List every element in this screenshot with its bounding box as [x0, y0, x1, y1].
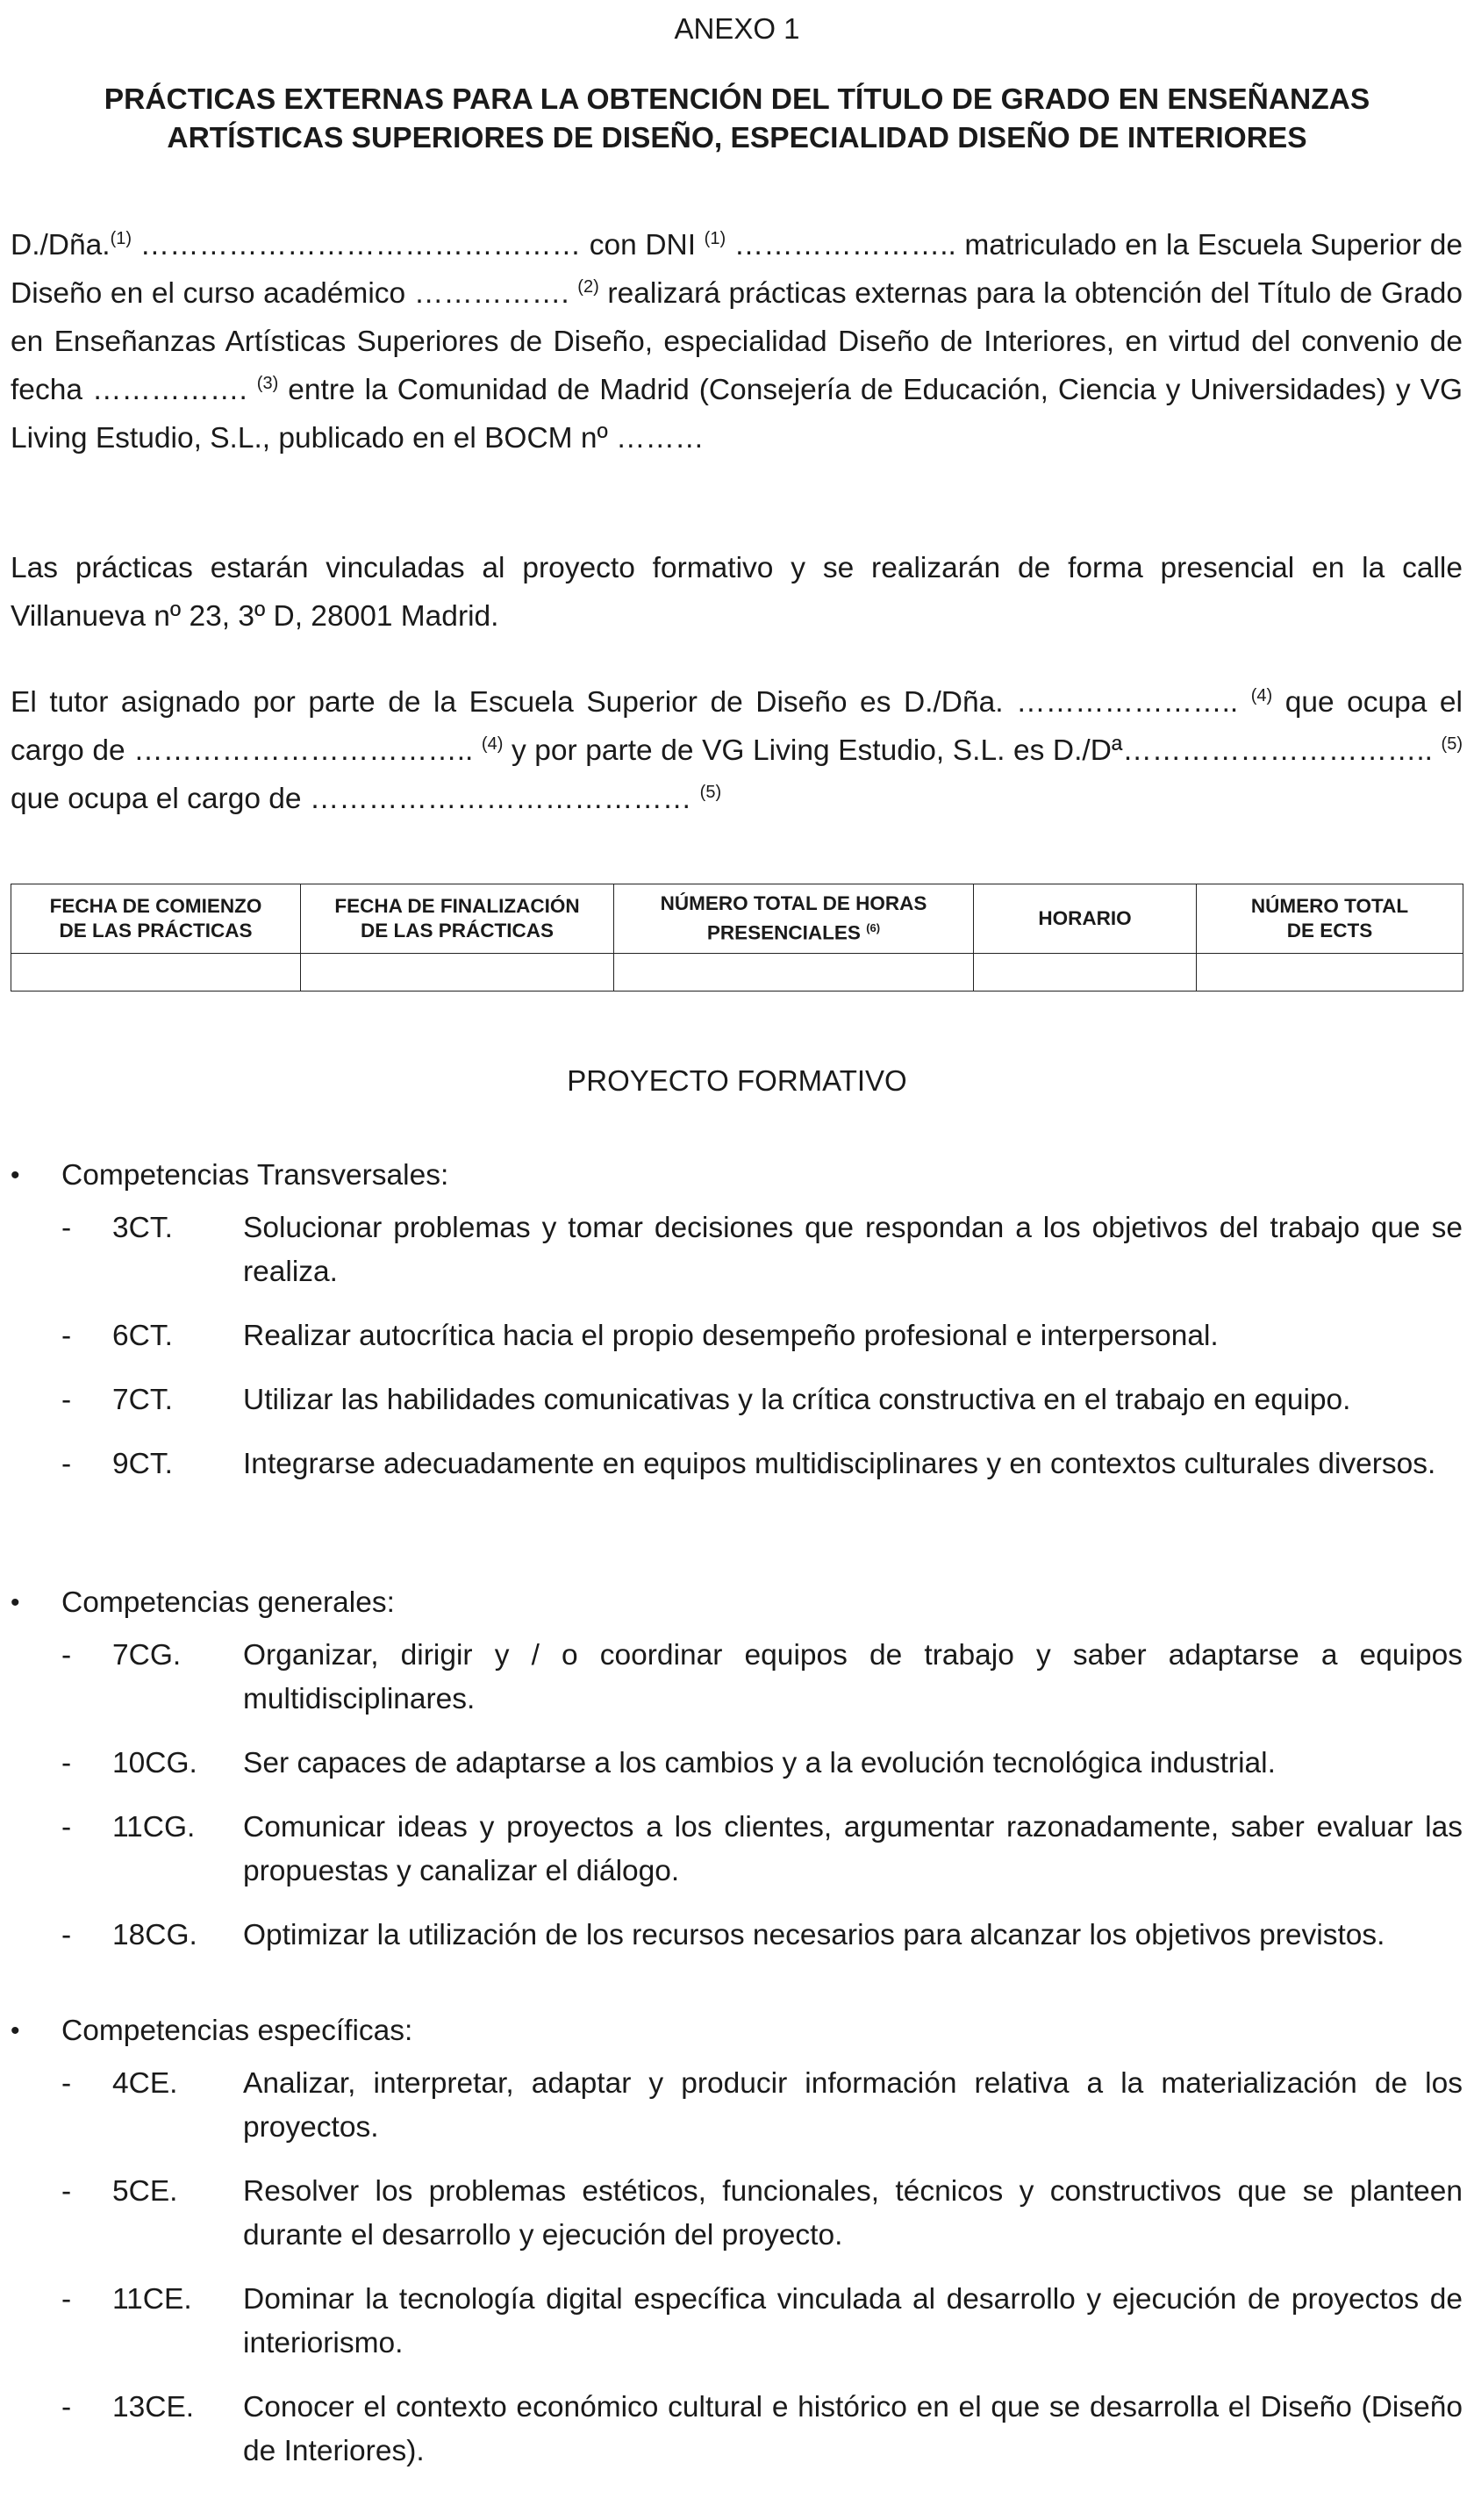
competency-text: Comunicar ideas y proyectos a los clientes, argumentar razonadamente, saber evaluar las propuestas y canalizar el diálogo. [243, 1811, 1463, 1887]
group-heading [11, 2009, 1463, 2053]
list-item [11, 1314, 1463, 1358]
header-total-hours [614, 884, 974, 954]
competency-text: Utilizar las habilidades comunicativas y la crítica constructiva en el trabajo en equipo. [243, 1384, 1351, 1416]
list-item [11, 1443, 1463, 1486]
list-item [11, 2278, 1463, 2366]
competency-code: 11CG. [112, 1811, 196, 1843]
intro-text-4: realizará prácticas externas para la obtención del Título de Grado en Enseñanzas Artísticas Superiores de Diseño, especialidad Diseño de Interiores, en virtud del convenio de fecha ……………. [11, 277, 1463, 406]
competency-code: 6CT. [112, 1320, 173, 1352]
competency-text: Integrarse adecuadamente en equipos multidisciplinares y en contextos culturales diversos. [243, 1448, 1436, 1480]
competency-text: Organizar, dirigir y / o coordinar equipos de trabajo y saber adaptarse a equipos multidisciplinares. [243, 1639, 1463, 1715]
competency-code: 4CE. [112, 2067, 178, 2100]
table-header-row [11, 884, 1463, 954]
title-line-1: PRÁCTICAS EXTERNAS PARA LA OBTENCIÓN DEL TÍTULO DE GRADO EN ENSEÑANZAS [104, 83, 1370, 116]
competency-code: 7CG. [112, 1639, 182, 1672]
group-heading [11, 1154, 1463, 1198]
dash-marker: - [61, 2067, 72, 2100]
bullet-icon: • [11, 2016, 20, 2045]
footnote-ref: (1) [110, 228, 132, 248]
dash-marker: - [61, 1384, 72, 1416]
competency-group-generales [11, 1581, 1463, 1978]
group-title: Competencias generales: [61, 1586, 395, 1619]
dash-marker: - [61, 1320, 72, 1352]
intro-text-2: ……………………………………… con DNI [132, 229, 705, 261]
intro-text-1: D./Dña. [11, 229, 111, 261]
group-title: Competencias específicas: [61, 2015, 413, 2047]
competency-text: Optimizar la utilización de los recursos necesarios para alcanzar los objetivos previstos. [243, 1919, 1385, 1951]
schedule-cell[interactable] [974, 954, 1197, 992]
header-start-date [11, 884, 301, 954]
title-line-2: ARTÍSTICAS SUPERIORES DE DISEÑO, ESPECIALIDAD DISEÑO DE INTERIORES [167, 122, 1307, 154]
list-item [11, 1742, 1463, 1786]
header-text: DE LAS PRÁCTICAS [360, 920, 554, 941]
competency-code: 13CE. [112, 2391, 195, 2423]
competency-code: 7CT. [112, 1384, 173, 1416]
list-item [11, 2386, 1463, 2473]
dash-marker: - [61, 1639, 72, 1672]
dash-marker: - [61, 2175, 72, 2208]
tutor-text-1: El tutor asignado por parte de la Escuela Superior de Diseño es D./Dña. ………………….. [11, 686, 1251, 719]
competency-text: Conocer el contexto económico cultural e histórico en el que se desarrolla el Diseño (Diseño de Interiores). [243, 2391, 1463, 2467]
table-row [11, 954, 1463, 992]
competency-code: 9CT. [112, 1448, 173, 1480]
intro-paragraph [11, 221, 1463, 462]
dash-marker: - [61, 1747, 72, 1779]
header-text: FECHA DE COMIENZO [49, 895, 262, 917]
start-date-cell[interactable] [11, 954, 301, 992]
intro-text-3: ………………….. matriculado en la Escuela Superior de Diseño en el curso académico ……………. [11, 229, 1463, 310]
bullet-icon: • [11, 1588, 20, 1617]
competency-group-transversales [11, 1154, 1463, 1507]
list-item [11, 2170, 1463, 2258]
dash-marker: - [61, 1212, 72, 1244]
dash-marker: - [61, 2283, 72, 2316]
dash-marker: - [61, 1448, 72, 1480]
list-item [11, 1206, 1463, 1294]
competency-text: Resolver los problemas estéticos, funcionales, técnicos y constructivos que se planteen durante el desarrollo y ejecución del proyecto. [243, 2175, 1463, 2252]
footnote-ref: (4) [1250, 685, 1273, 705]
header-text: FECHA DE FINALIZACIÓN [334, 895, 580, 917]
header-text: PRESENCIALES [706, 921, 861, 944]
tutor-text-2: que ocupa el cargo de …………………………….. [11, 686, 1463, 767]
header-text: NÚMERO TOTAL DE HORAS [660, 892, 927, 915]
header-end-date [301, 884, 614, 954]
bullet-icon: • [11, 1161, 20, 1190]
competency-code: 18CG. [112, 1919, 197, 1951]
group-title: Competencias Transversales: [61, 1159, 449, 1192]
project-title: PROYECTO FORMATIVO [567, 1064, 907, 1097]
practicas-info-table [11, 884, 1463, 992]
competency-text: Ser capaces de adaptarse a los cambios y a la evolución tecnológica industrial. [243, 1747, 1276, 1779]
header-text: DE LAS PRÁCTICAS [59, 920, 253, 941]
group-heading [11, 1581, 1463, 1625]
tutor-text-3: y por parte de VG Living Estudio, S.L. es D./Dª………………………….. [503, 734, 1442, 767]
footnote-ref: (3) [256, 373, 279, 393]
tutor-paragraph [11, 678, 1463, 823]
footnote-ref: (4) [481, 734, 504, 754]
header-ects [1197, 884, 1463, 954]
total-hours-cell[interactable] [614, 954, 974, 992]
intro-text-5: entre la Comunidad de Madrid (Consejería de Educación, Ciencia y Universidades) y VG Living Estudio, S.L., publicado en el BOCM nº ……… [11, 374, 1463, 455]
end-date-cell[interactable] [301, 954, 614, 992]
footnote-ref: (6) [866, 921, 881, 935]
competency-code: 11CE. [112, 2283, 192, 2316]
header-text: NÚMERO TOTAL [1250, 895, 1409, 917]
list-item [11, 1378, 1463, 1422]
tutor-text-4: que ocupa el cargo de ………………………………… [11, 783, 700, 815]
footnote-ref: (1) [704, 228, 726, 248]
header-text: HORARIO [1038, 907, 1132, 929]
footnote-ref: (5) [1441, 734, 1463, 754]
dash-marker: - [61, 1919, 72, 1951]
list-item [11, 2062, 1463, 2150]
competency-text: Realizar autocrítica hacia el propio desempeño profesional e interpersonal. [243, 1320, 1219, 1352]
list-item [11, 1914, 1463, 1958]
competency-text: Solucionar problemas y tomar decisiones que respondan a los objetivos del trabajo que se realiza. [243, 1212, 1463, 1288]
dash-marker: - [61, 1811, 72, 1843]
list-item [11, 1806, 1463, 1894]
competency-group-especificas [11, 2009, 1463, 2494]
document-title [0, 81, 1474, 158]
dash-marker: - [61, 2391, 72, 2423]
header-text: DE ECTS [1286, 920, 1373, 941]
competency-code: 10CG. [112, 1747, 197, 1779]
annex-label: ANEXO 1 [674, 12, 800, 45]
competency-text: Analizar, interpretar, adaptar y producir información relativa a la materialización de los proyectos. [243, 2067, 1463, 2144]
footnote-ref: (2) [577, 276, 599, 297]
competency-code: 3CT. [112, 1212, 173, 1244]
footnote-ref: (5) [699, 782, 722, 802]
competency-text: Dominar la tecnología digital específica vinculada al desarrollo y ejecución de proyectos de interiorismo. [243, 2283, 1463, 2359]
competency-code: 5CE. [112, 2175, 178, 2208]
list-item [11, 1634, 1463, 1722]
header-schedule [974, 884, 1197, 954]
ects-cell[interactable] [1197, 954, 1463, 992]
location-paragraph: Las prácticas estarán vinculadas al proyecto formativo y se realizarán de forma presencial en la calle Villanueva nº 23, 3º D, 28001 Madrid. [11, 552, 1463, 633]
